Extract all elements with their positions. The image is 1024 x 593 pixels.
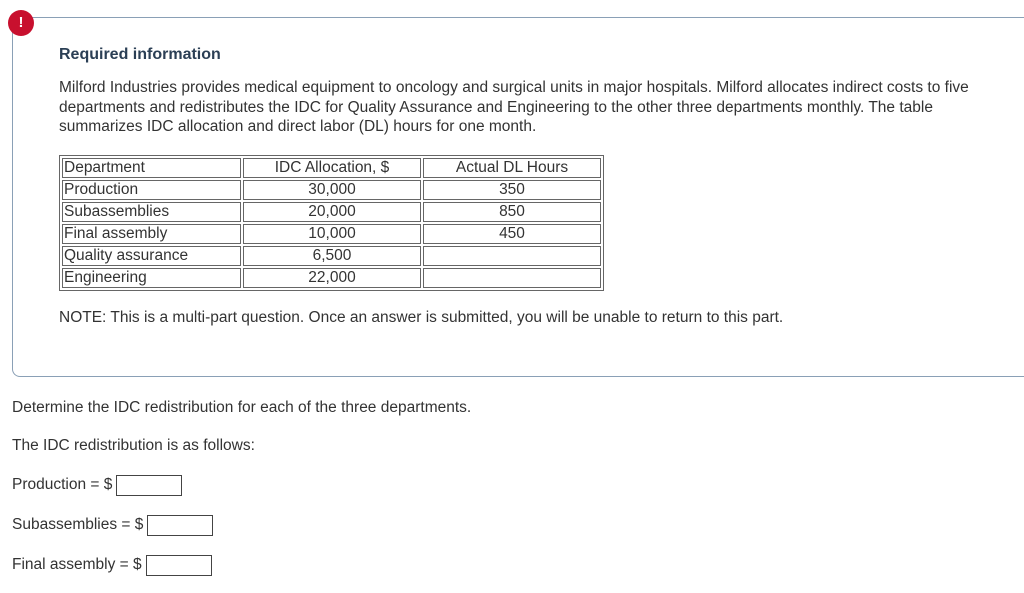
cell-dl-hours (423, 268, 601, 288)
cell-dl-hours: 450 (423, 224, 601, 244)
cell-dl-hours: 350 (423, 180, 601, 200)
cell-dl-hours: 850 (423, 202, 601, 222)
answer-row-production (12, 474, 182, 496)
cell-department: Final assembly (62, 224, 241, 244)
header-idc-allocation: IDC Allocation, $ (243, 158, 421, 178)
table-row (62, 224, 601, 244)
alert-icon: ! (8, 10, 34, 36)
cell-department: Subassemblies (62, 202, 241, 222)
cell-idc: 6,500 (243, 246, 421, 266)
info-title: Required information (59, 46, 221, 63)
cell-idc: 20,000 (243, 202, 421, 222)
header-actual-dl-hours: Actual DL Hours (423, 158, 601, 178)
note-text: NOTE: This is a multi-part question. Once an answer is submitted, you will be unable to return to this part. (59, 309, 784, 326)
final-assembly-label: Final assembly = $ (12, 556, 142, 573)
subassemblies-input[interactable] (147, 515, 213, 536)
cell-department: Quality assurance (62, 246, 241, 266)
table-row (62, 268, 601, 288)
cell-dl-hours (423, 246, 601, 266)
question-text: Determine the IDC redistribution for each of the three departments. (12, 399, 472, 416)
cell-idc: 30,000 (243, 180, 421, 200)
cell-idc: 22,000 (243, 268, 421, 288)
answer-row-final-assembly (12, 554, 212, 576)
idc-table (59, 155, 604, 291)
cell-idc: 10,000 (243, 224, 421, 244)
table-header-row (62, 158, 601, 178)
header-department: Department (62, 158, 241, 178)
cell-department: Production (62, 180, 241, 200)
table-row (62, 246, 601, 266)
answer-row-subassemblies (12, 514, 213, 536)
table-row (62, 202, 601, 222)
production-label: Production = $ (12, 476, 113, 493)
followup-text: The IDC redistribution is as follows: (12, 437, 255, 454)
subassemblies-label: Subassemblies = $ (12, 516, 144, 533)
production-input[interactable] (116, 475, 182, 496)
intro-paragraph: Milford Industries provides medical equipment to oncology and surgical units in major hospitals. Milford allocates indirect costs to five departments and redistributes the IDC for Quality Assurance and Engineering to the other three departments monthly. The table summarizes IDC allocation and direct labor (DL) hours for one month. (59, 79, 969, 135)
final-assembly-input[interactable] (146, 555, 212, 576)
cell-department: Engineering (62, 268, 241, 288)
table-row (62, 180, 601, 200)
